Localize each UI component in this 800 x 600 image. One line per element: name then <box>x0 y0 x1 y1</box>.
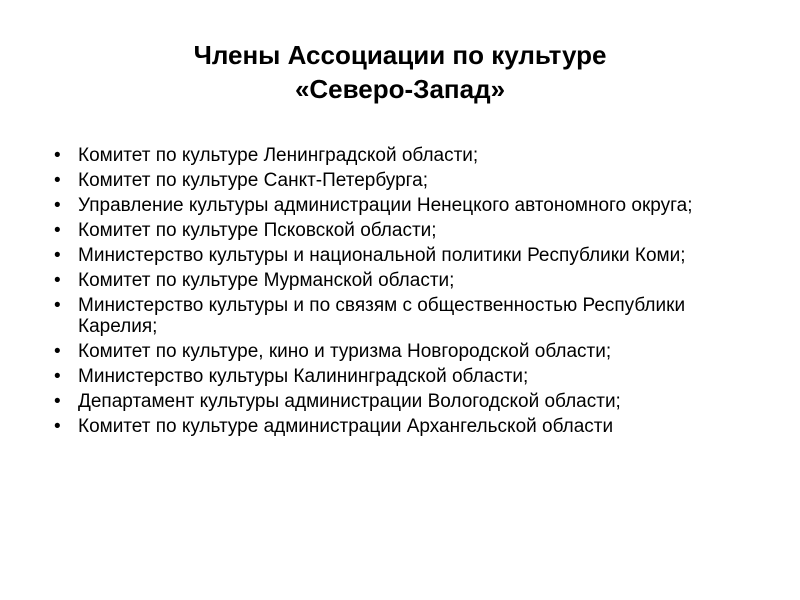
bullet-icon: • <box>54 295 61 316</box>
bullet-icon: • <box>54 366 61 387</box>
list-item-text: Комитет по культуре, кино и туризма Новгородской области; <box>78 341 612 362</box>
title-line-1: Члены Ассоциации по культуре <box>193 40 607 70</box>
list-item-text: Комитет по культуре Псковской области; <box>78 220 437 241</box>
bullet-icon: • <box>54 270 61 291</box>
list-item-text: Министерство культуры и по связям с общественностью Республики Карелия; <box>78 295 686 337</box>
list-item <box>54 366 754 387</box>
title-line-2: «Северо-Запад» <box>294 74 506 104</box>
bullet-icon: • <box>54 391 61 412</box>
list-item <box>54 416 754 437</box>
list-item-text: Комитет по культуре Мурманской области; <box>78 270 455 291</box>
slide-title <box>0 38 800 106</box>
list-item <box>54 145 754 166</box>
list-item-text: Комитет по культуре Санкт-Петербурга; <box>78 170 429 191</box>
list-item-text: Комитет по культуре Ленинградской области; <box>78 145 479 166</box>
bullet-icon: • <box>54 195 61 216</box>
list-item-text: Управление культуры администрации Ненецкого автономного округа; <box>78 195 693 216</box>
list-item-text: Комитет по культуре администрации Архангельской области <box>78 416 614 437</box>
list-item <box>54 295 754 337</box>
members-list <box>54 145 754 441</box>
bullet-icon: • <box>54 341 61 362</box>
list-item <box>54 270 754 291</box>
bullet-icon: • <box>54 170 61 191</box>
list-item <box>54 170 754 191</box>
list-item-text: Департамент культуры администрации Вологодской области; <box>78 391 621 412</box>
list-item <box>54 245 754 266</box>
list-item <box>54 391 754 412</box>
list-item <box>54 341 754 362</box>
bullet-icon: • <box>54 220 61 241</box>
list-item <box>54 220 754 241</box>
list-item <box>54 195 754 216</box>
bullet-icon: • <box>54 145 61 166</box>
list-item-text: Министерство культуры Калининградской области; <box>78 366 529 387</box>
bullet-icon: • <box>54 416 61 437</box>
bullet-icon: • <box>54 245 61 266</box>
list-item-text: Министерство культуры и национальной политики Республики Коми; <box>78 245 686 266</box>
